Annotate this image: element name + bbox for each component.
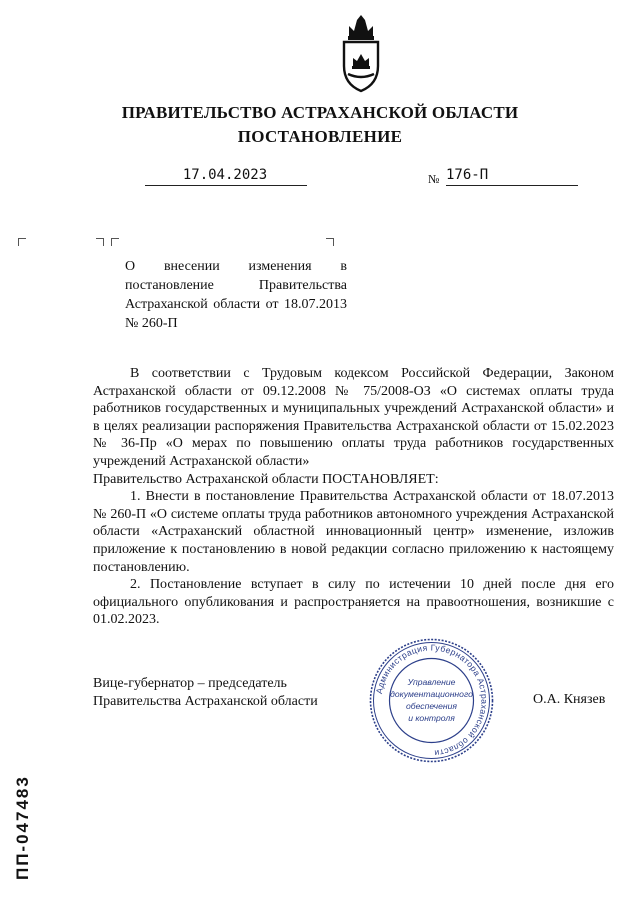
stamp-outer-text: Администрация Губернатора Астраханской области xyxy=(373,642,490,759)
resolves-line: Правительство Астраханской области ПОСТАНОВЛЯЕТ: xyxy=(93,471,439,487)
stamp-inner-line3: обеспечения xyxy=(406,701,457,711)
stamp-inner-line1: Управление xyxy=(407,677,456,687)
stamp-inner-line4: и контроля xyxy=(408,713,455,723)
date-underline xyxy=(145,185,307,186)
subject-corner-mark-right xyxy=(326,238,334,246)
number-underline xyxy=(446,185,578,186)
subject-corner-mark-left xyxy=(111,238,119,246)
signatory-name: О.А. Князев xyxy=(533,692,606,707)
coat-of-arms-icon xyxy=(336,14,386,94)
government-title: ПРАВИТЕЛЬСТВО АСТРАХАНСКОЙ ОБЛАСТИ xyxy=(121,103,519,122)
signatory-position xyxy=(93,675,318,711)
document-body xyxy=(93,365,614,629)
preamble-paragraph: В соответствии с Трудовым кодексом Российской Федерации, Законом Астраханской области от 09.12.2008 № 75/2008-ОЗ «О системах оплаты труда работников государственных и муниципальных учреждений Астраханской области» и в целях реализации распоряжения Правительства Астраханской области от 15.02.2023 № 36-Пр «О мерах по повышению оплаты труда работников государственных учреждений Астраханской области» xyxy=(93,366,614,469)
subject-corner-mark-left xyxy=(96,238,104,246)
number-sign: № xyxy=(428,172,440,186)
margin-corner-mark xyxy=(18,238,26,246)
signatory-position-line2: Правительства Астраханской области xyxy=(93,694,318,709)
document-kind: ПОСТАНОВЛЕНИЕ xyxy=(237,127,403,146)
document-subject: О внесении изменения в постановление Правительства Астраханской области от 18.07.2013 № 260-П xyxy=(125,259,347,331)
official-stamp xyxy=(368,637,495,764)
signatory-position-line1: Вице-губернатор – председатель xyxy=(93,676,287,691)
item-2-paragraph: 2. Постановление вступает в силу по истечении 10 дней после дня его официального опубликования и распространяется на правоотношения, возникшие с 01.02.2023. xyxy=(93,577,614,628)
stamp-inner-line2: документационного xyxy=(390,689,473,699)
item-1-paragraph: 1. Внести в постановление Правительства Астраханской области от 18.07.2013 № 260-П «О системе оплаты труда работников автономного учреждения Астраханской области «Астраханский областной инновационный центр» изменение, изложив приложение к постановлению в новой редакции согласно приложению к настоящему постановлению. xyxy=(93,489,614,575)
document-date: 17.04.2023 xyxy=(182,167,268,183)
blank-serial-number: ПП-047483 xyxy=(13,775,32,880)
document-number: 176-П xyxy=(446,167,489,183)
